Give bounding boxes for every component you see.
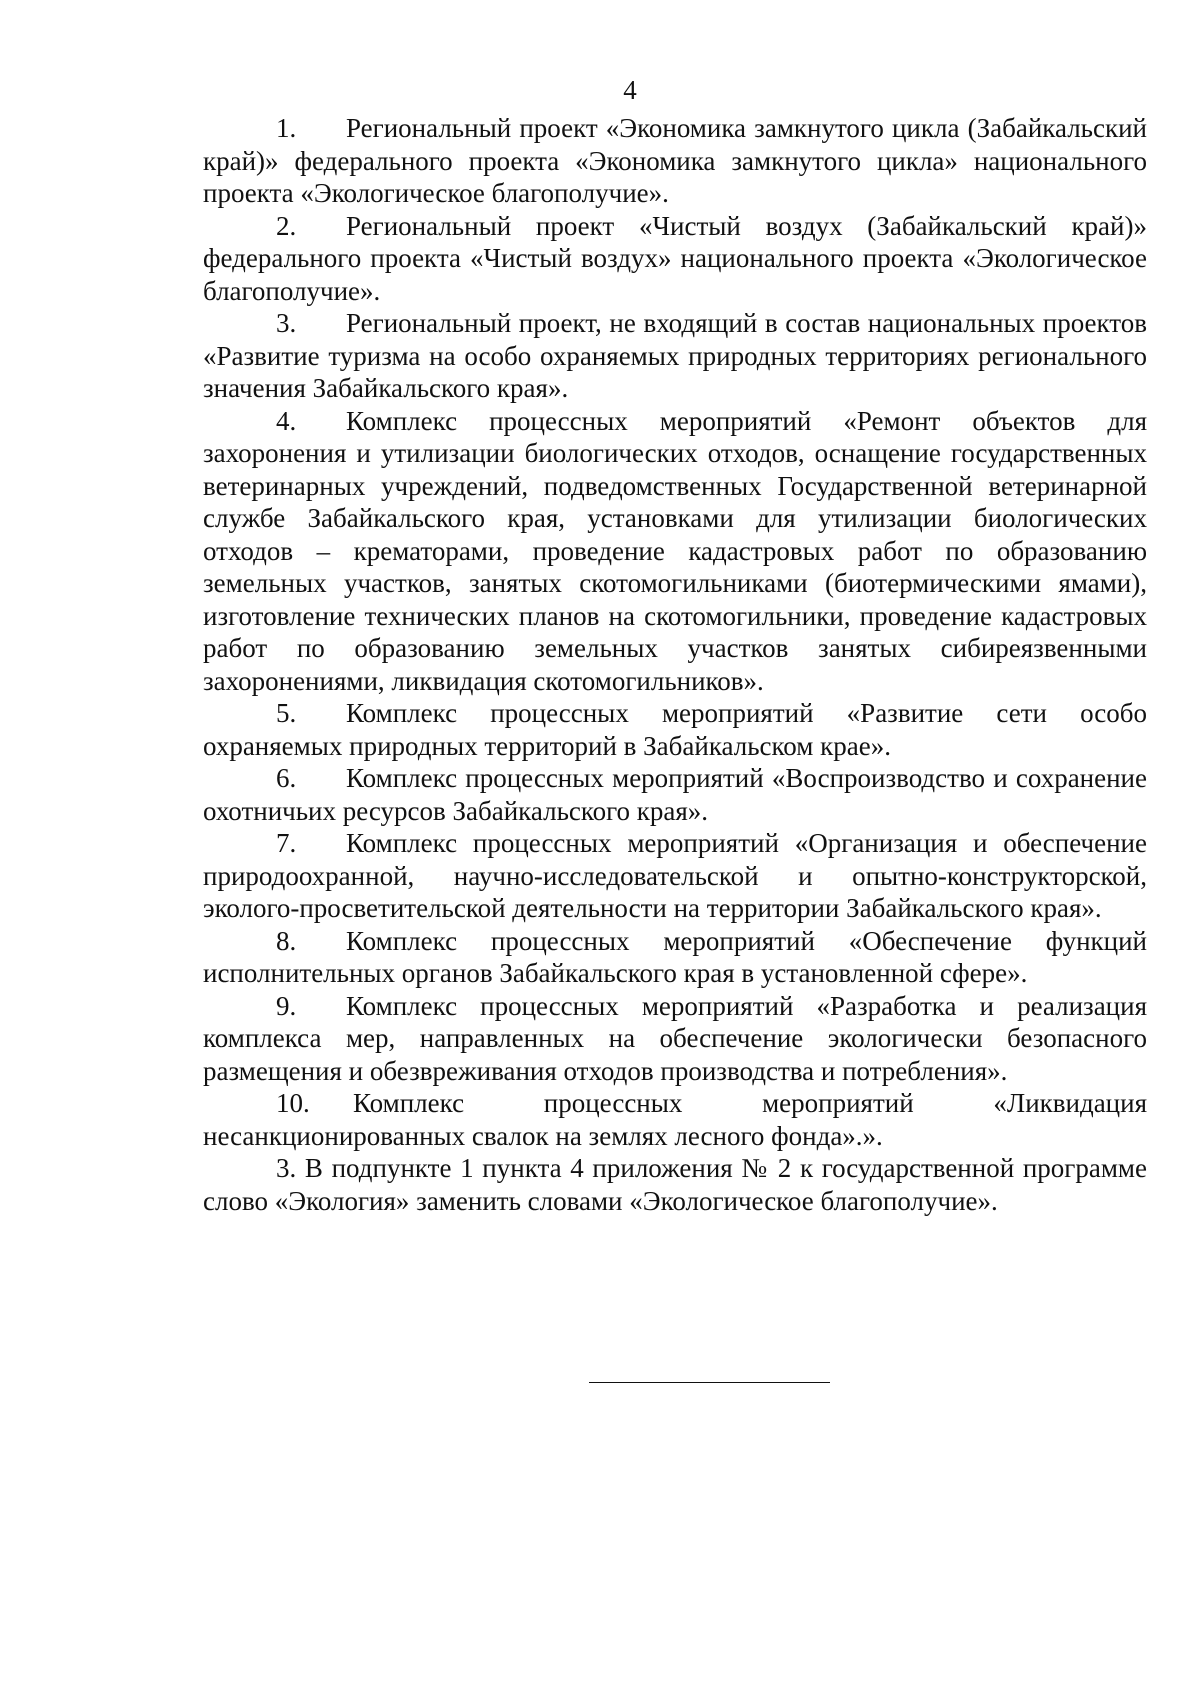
list-item-5 [203, 697, 1147, 762]
page-number: 4 [623, 75, 637, 105]
item-number: 8. [276, 925, 297, 956]
amendment-paragraph: 3. В подпункте 1 пункта 4 приложения № 2 к государственной программе слово «Экология» заменить словами «Экологическое благополучие». [203, 1153, 1147, 1216]
item-text: Комплекс процессных мероприятий «Организация и обеспечение природоохранной, научно-исследовательской и опытно-конструкторской, эколого-просветительской деятельности на территории Забайкальского края». [203, 828, 1147, 923]
item-text: Региональный проект, не входящий в состав национальных проектов «Развитие туризма на особо охраняемых природных территориях регионального значения Забайкальского края». [203, 308, 1147, 403]
item-number: 10. [276, 1088, 310, 1118]
list-item-9 [203, 990, 1147, 1088]
item-text: Комплекс процессных мероприятий «Обеспечение функций исполнительных органов Забайкальского края в установленной сфере». [203, 925, 1147, 988]
list-item-1 [203, 112, 1147, 210]
item-number: 5. [276, 698, 297, 728]
item-text: Комплекс процессных мероприятий «Воспроизводство и сохранение охотничьих ресурсов Забайкальского края». [203, 763, 1147, 826]
document-body [203, 112, 1147, 1217]
item-text: Комплекс процессных мероприятий «Ремонт объектов для захоронения и утилизации биологических отходов, оснащение государственных ветеринарных учреждений, подведомственных Государственной ветеринарной службе Забайкальского края, установками для утилизации биологических отходов – крематорами, проведение кадастровых работ по образованию земельных участков, занятых скотомогильниками (биотермическими ямами), изготовление технических планов на скотомогильники, проведение кадастровых работ по образованию земельных участков занятых сибиреязвенными захоронениями, ликвидация скотомогильников». [203, 405, 1147, 696]
item-number: 7. [276, 828, 297, 858]
list-item-4 [203, 405, 1147, 698]
item-number: 4. [276, 405, 297, 436]
item-number: 9. [276, 990, 297, 1021]
item-number: 1. [276, 113, 297, 143]
item-text: Комплекс процессных мероприятий «Развитие сети особо охраняемых природных территорий в Забайкальском крае». [203, 698, 1147, 761]
list-item-6 [203, 762, 1147, 827]
item-text: Комплекс процессных мероприятий «Разработка и реализация комплекса мер, направленных на обеспечение экологически безопасного размещения и обезвреживания отходов производства и потребления». [203, 990, 1147, 1086]
item-number: 3. [276, 308, 297, 338]
list-item-3 [203, 307, 1147, 405]
item-number: 2. [276, 210, 297, 241]
item-number: 6. [276, 763, 297, 793]
list-item-8 [203, 925, 1147, 990]
list-item-2 [203, 210, 1147, 308]
item-text: Региональный проект «Экономика замкнутого цикла (Забайкальский край)» федерального проекта «Экономика замкнутого цикла» национального проекта «Экологическое благополучие». [203, 113, 1147, 208]
list-item-7 [203, 827, 1147, 925]
list-item-10 [203, 1087, 1147, 1152]
closing-divider-line [589, 1382, 830, 1383]
item-text: Комплекс процессных мероприятий «Ликвидация несанкционированных свалок на землях лесного фонда».». [203, 1088, 1147, 1151]
item-text: Региональный проект «Чистый воздух (Забайкальский край)» федерального проекта «Чистый воздух» национального проекта «Экологическое благополучие». [203, 210, 1147, 306]
